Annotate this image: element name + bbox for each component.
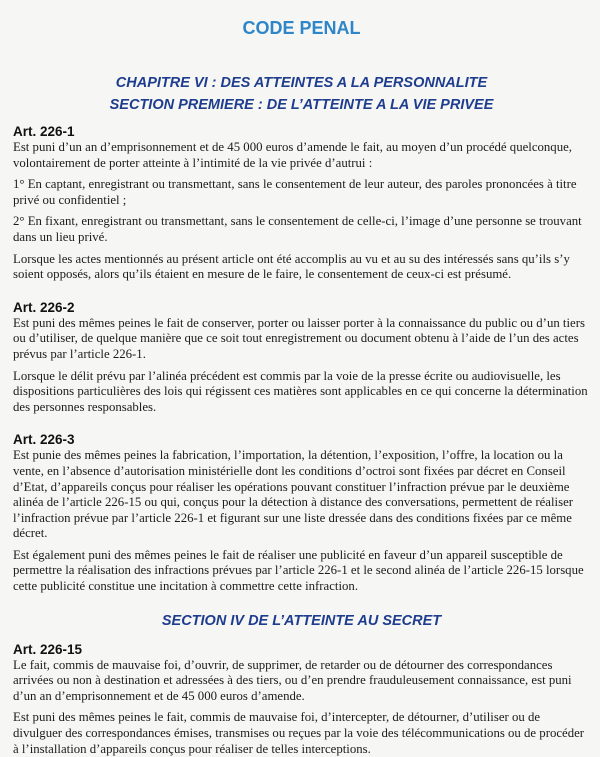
article-paragraph: Est puni des mêmes peines le fait, commis de mauvaise foi, d’intercepter, de détourner, d’utiliser ou de divulguer des correspondances émises, transmises ou reçues par la voie des télécommunications ou de procéder à l’installation d’appareils conçus pour réaliser de telles interceptions.	[13, 710, 585, 756]
article-paragraph: Lorsque le délit prévu par l’alinéa précédent est commis par la voie de la presse écrite ou audiovisuelle, les dispositions particulières des lois qui régissent ces matières sont applicables en ce qui concerne la détermination des personnes responsables.	[13, 368, 588, 414]
article-226-3	[13, 432, 590, 594]
article-title: Art. 226-2	[13, 299, 75, 315]
section-heading-1: SECTION PREMIERE : DE L’ATTEINTE A LA VIE PRIVEE	[109, 97, 494, 113]
article-title: Art. 226-1	[13, 124, 75, 139]
article-title: Art. 226-15	[13, 641, 83, 657]
article-paragraph: 1° En captant, enregistrant ou transmettant, sans le consentement de leur auteur, des paroles prononcées à titre privé ou confidentiel ;	[13, 177, 577, 207]
article-paragraph: Le fait, commis de mauvaise foi, d’ouvrir, de supprimer, de retarder ou de détourner des correspondances arrivées ou non à destination et adressées à des tiers, ou d’en prendre frauduleusement connaissance, est puni d’un an d’emprisonnement et de 45 000 euros d’amende.	[13, 657, 572, 703]
section-heading-4: SECTION IV DE L’ATTEINTE AU SECRET	[161, 612, 442, 629]
article-paragraph: Est également puni des mêmes peines le fait de réaliser une publicité en faveur d’un appareil susceptible de permettre la réalisation des infractions prévues par l’article 226-1 et le second alinéa de l’article 226-15 lorsque cette publicité constitue une incitation à commettre cette infraction.	[13, 547, 584, 594]
article-paragraph: Est puni d’un an d’emprisonnement et de 45 000 euros d’amende le fait, au moyen d’un procédé quelconque, volontairement de porter atteinte à l’intimité de la vie privée d’autrui :	[13, 140, 572, 170]
article-226-15	[13, 642, 590, 757]
article-paragraph: Est punie des mêmes peines la fabrication, l’importation, la détention, l’exposition, l’offre, la location ou la vente, en l’absence d’autorisation ministérielle dont les conditions d’octroi sont fixées par décret en Conseil d’Etat, d’appareils conçus pour réaliser les opérations pouvant constituer l’infraction prévue par le deuxième alinéa de l’article 226-15 ou qui, conçus pour la détection à distance des conversations, permettent de réaliser l’infraction prévue par l’article 226-1 et figurant sur une liste dressée dans des conditions fixées par ce même décret.	[13, 448, 574, 541]
article-226-1	[13, 124, 590, 283]
article-paragraph: 2° En fixant, enregistrant ou transmettant, sans le consentement de celle-ci, l’image d’une personne se trouvant dans un lieu privé.	[13, 214, 582, 244]
article-paragraph: Est puni des mêmes peines le fait de conserver, porter ou laisser porter à la connaissance du public ou d’un tiers ou d’utiliser, de quelque manière que ce soit tout enregistrement ou document obtenu à l’aide de l’un des actes prévus par l’article 226-1.	[13, 315, 585, 361]
article-226-2	[13, 300, 590, 416]
article-paragraph: Lorsque les actes mentionnés au présent article ont été accomplis au vu et au su des intéressés sans qu’ils s’y soient opposés, alors qu’ils étaient en mesure de le faire, le consentement de ceux-ci est présumé.	[13, 251, 570, 282]
chapter-heading: CHAPITRE VI : DES ATTEINTES A LA PERSONNALITE	[115, 75, 488, 91]
article-title: Art. 226-3	[13, 432, 75, 448]
document-title: CODE PENAL	[242, 18, 361, 38]
